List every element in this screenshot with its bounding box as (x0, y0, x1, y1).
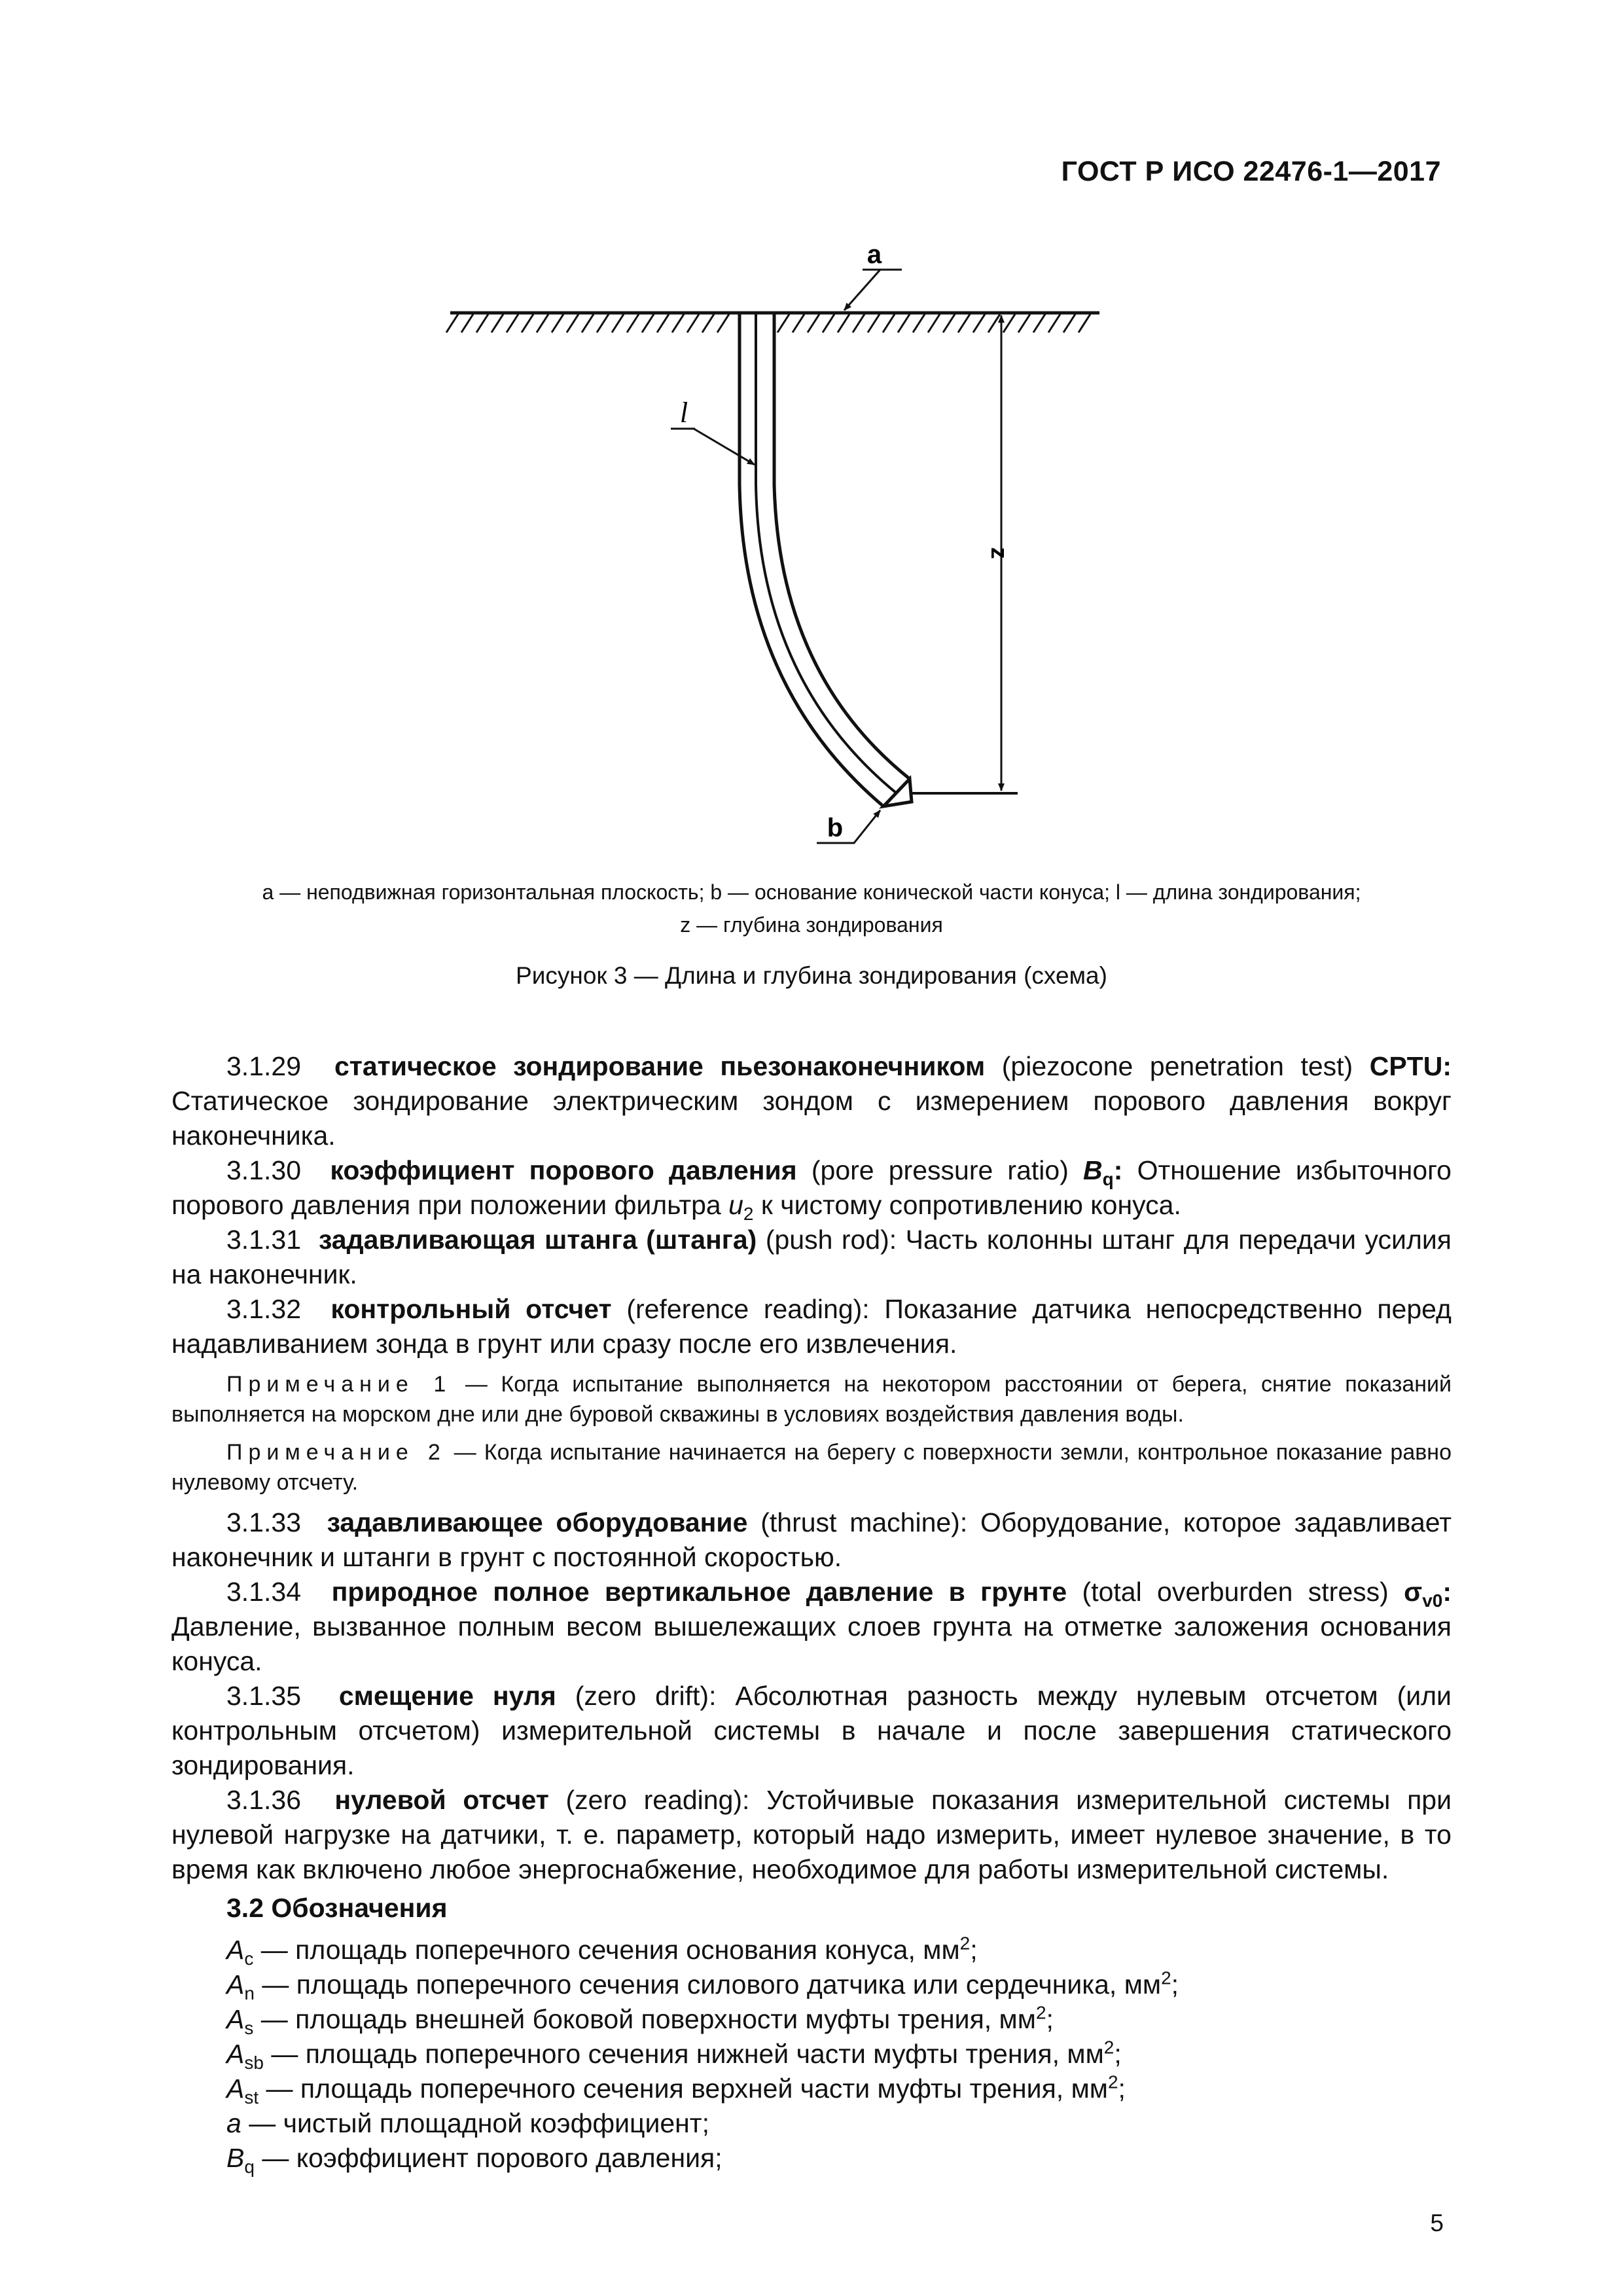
term-3-1-30: 3.1.30 коэффициент порового давления (pore pressure ratio) $B_q$: Отношение избыточного порового давления при положении фильтра $u_2$ к чистому сопротивлению конуса. (171, 1155, 1452, 1225)
hatch-line (943, 314, 955, 332)
hatch-line (973, 314, 985, 332)
term-3-1-33: 3.1.33 задавливающее оборудование (thrust machine): Оборудование, которое задавливает наконечник и штанги в грунт с постоянной скоростью. (171, 1507, 1452, 1572)
hatch-line (491, 314, 503, 332)
ground-hatching (446, 314, 1090, 332)
hatch-line (793, 314, 804, 332)
hatch-line (777, 314, 789, 332)
hatch-line (567, 314, 579, 332)
label-a: a (866, 240, 882, 269)
hatch-line (928, 314, 940, 332)
hatch-line (898, 314, 910, 332)
symbol-item: $B_q$ — коэффициент порового давления; (226, 2143, 722, 2178)
leader-b (854, 810, 880, 843)
hatch-line (627, 314, 639, 332)
hatch-line (1018, 314, 1030, 332)
leader-a (844, 270, 880, 310)
hatch-line (552, 314, 563, 332)
term-3-1-36: 3.1.36 нулевой отсчет (zero reading): Устойчивые показания измерительной системы при нулевой нагрузке на датчики, т. е. параметр, который надо измерить, имеет нулевое значение, в то время как включено любое энергоснабжение, необходимое для работы измерительной системы. (171, 1785, 1452, 1884)
term-3-1-35: 3.1.35 смещение нуля (zero drift): Абсолютная разность между нулевым отсчетом (или контрольным отсчетом) измерительной системы в начале и после завершения статического зондирования. (171, 1681, 1452, 1780)
document-body (171, 1049, 1452, 2176)
cone-tip (883, 779, 912, 806)
page-number: 5 (1430, 2210, 1444, 2236)
legend-line-2: z — глубина зондирования (680, 913, 943, 937)
hatch-line (446, 314, 458, 332)
hatch-line (717, 314, 729, 332)
symbol-item: $A_n$ — площадь поперечного сечения силового датчика или сердечника, $мм^2$; (226, 1967, 1179, 2004)
hatch-line (1003, 314, 1015, 332)
hatch-line (582, 314, 594, 332)
figure-legend (170, 876, 1453, 941)
hatch-line (988, 314, 1000, 332)
symbol-item: $A_{sb}$ — площадь поперечного сечения нижней части муфты трения, $мм^2$; (226, 2037, 1122, 2073)
hatch-line (1079, 314, 1090, 332)
hatch-line (853, 314, 865, 332)
hatch-line (642, 314, 654, 332)
probe-depth-diagram (0, 0, 1623, 870)
push-rod-inner (756, 313, 897, 793)
hatch-line (476, 314, 488, 332)
hatch-line (1063, 314, 1075, 332)
hatch-line (823, 314, 834, 332)
legend-line-1: a — неподвижная горизонтальная плоскость; b — основание конической части конуса; l — длина зондирования; (262, 880, 1361, 904)
figure-caption: Рисунок 3 — Длина и глубина зондирования (схема) (516, 962, 1107, 989)
hatch-line (687, 314, 699, 332)
section-heading: 3.2 Обозначения (226, 1893, 448, 1923)
symbol-item: $A_c$ — площадь поперечного сечения основания конуса, $мм^2$; (226, 1933, 978, 1969)
hatch-line (1033, 314, 1045, 332)
symbol-list (171, 1933, 1452, 2176)
label-z: z (986, 547, 1013, 559)
hatch-line (913, 314, 925, 332)
hatch-line (537, 314, 548, 332)
hatch-line (958, 314, 970, 332)
label-l: l (679, 397, 688, 429)
hatch-line (461, 314, 473, 332)
hatch-line (612, 314, 624, 332)
hatch-line (672, 314, 684, 332)
term-3-1-34: 3.1.34 природное полное вертикальное давление в грунте (total overburden stress) $\sigma_{v0}$: Давление, вызванное полным весом вышележащих слоев грунта на отметке заложения основания конуса. (171, 1577, 1452, 1676)
symbol-item: $A_{st}$ — площадь поперечного сечения верхней части муфты трения, $мм^2$; (226, 2072, 1126, 2108)
leader-l (694, 429, 755, 465)
hatch-line (868, 314, 880, 332)
hatch-line (597, 314, 609, 332)
label-b: b (827, 814, 844, 842)
hatch-line (522, 314, 533, 332)
symbol-item: $A_s$ — площадь внешней боковой поверхности муфты трения, $мм^2$; (226, 2002, 1054, 2039)
hatch-line (1048, 314, 1060, 332)
push-rod-right (774, 313, 910, 779)
hatch-line (883, 314, 895, 332)
hatch-line (808, 314, 819, 332)
note-1: Примечание 1 — Когда испытание выполняется на некотором расстоянии от берега, снятие показаний выполняется на морском дне или дне буровой скважины в условиях воздействия давления воды. (171, 1372, 1452, 1427)
note-2: Примечание 2 — Когда испытание начинается на берегу с поверхности земли, контрольное показание равно нулевому отсчету. (171, 1440, 1452, 1495)
hatch-line (657, 314, 669, 332)
hatch-line (507, 314, 518, 332)
symbol-item: a — чистый площадной коэффициент; (226, 2108, 709, 2138)
term-3-1-29: 3.1.29 статическое зондирование пьезонаконечником (piezocone penetration test) CPTU: Статическое зондирование электрическим зондом с измерением порового давления вокруг наконечника. (171, 1051, 1452, 1151)
term-3-1-32: 3.1.32 контрольный отсчет (reference reading): Показание датчика непосредственно перед надавливанием зонда в грунт или сразу после его извлечения. (171, 1294, 1452, 1359)
term-3-1-31: 3.1.31 задавливающая штанга (штанга) (push rod): Часть колонны штанг для передачи усилия на наконечник. (171, 1225, 1452, 1289)
hatch-line (702, 314, 714, 332)
document-code: ГОСТ Р ИСО 22476-1—2017 (1061, 156, 1441, 187)
hatch-line (838, 314, 849, 332)
